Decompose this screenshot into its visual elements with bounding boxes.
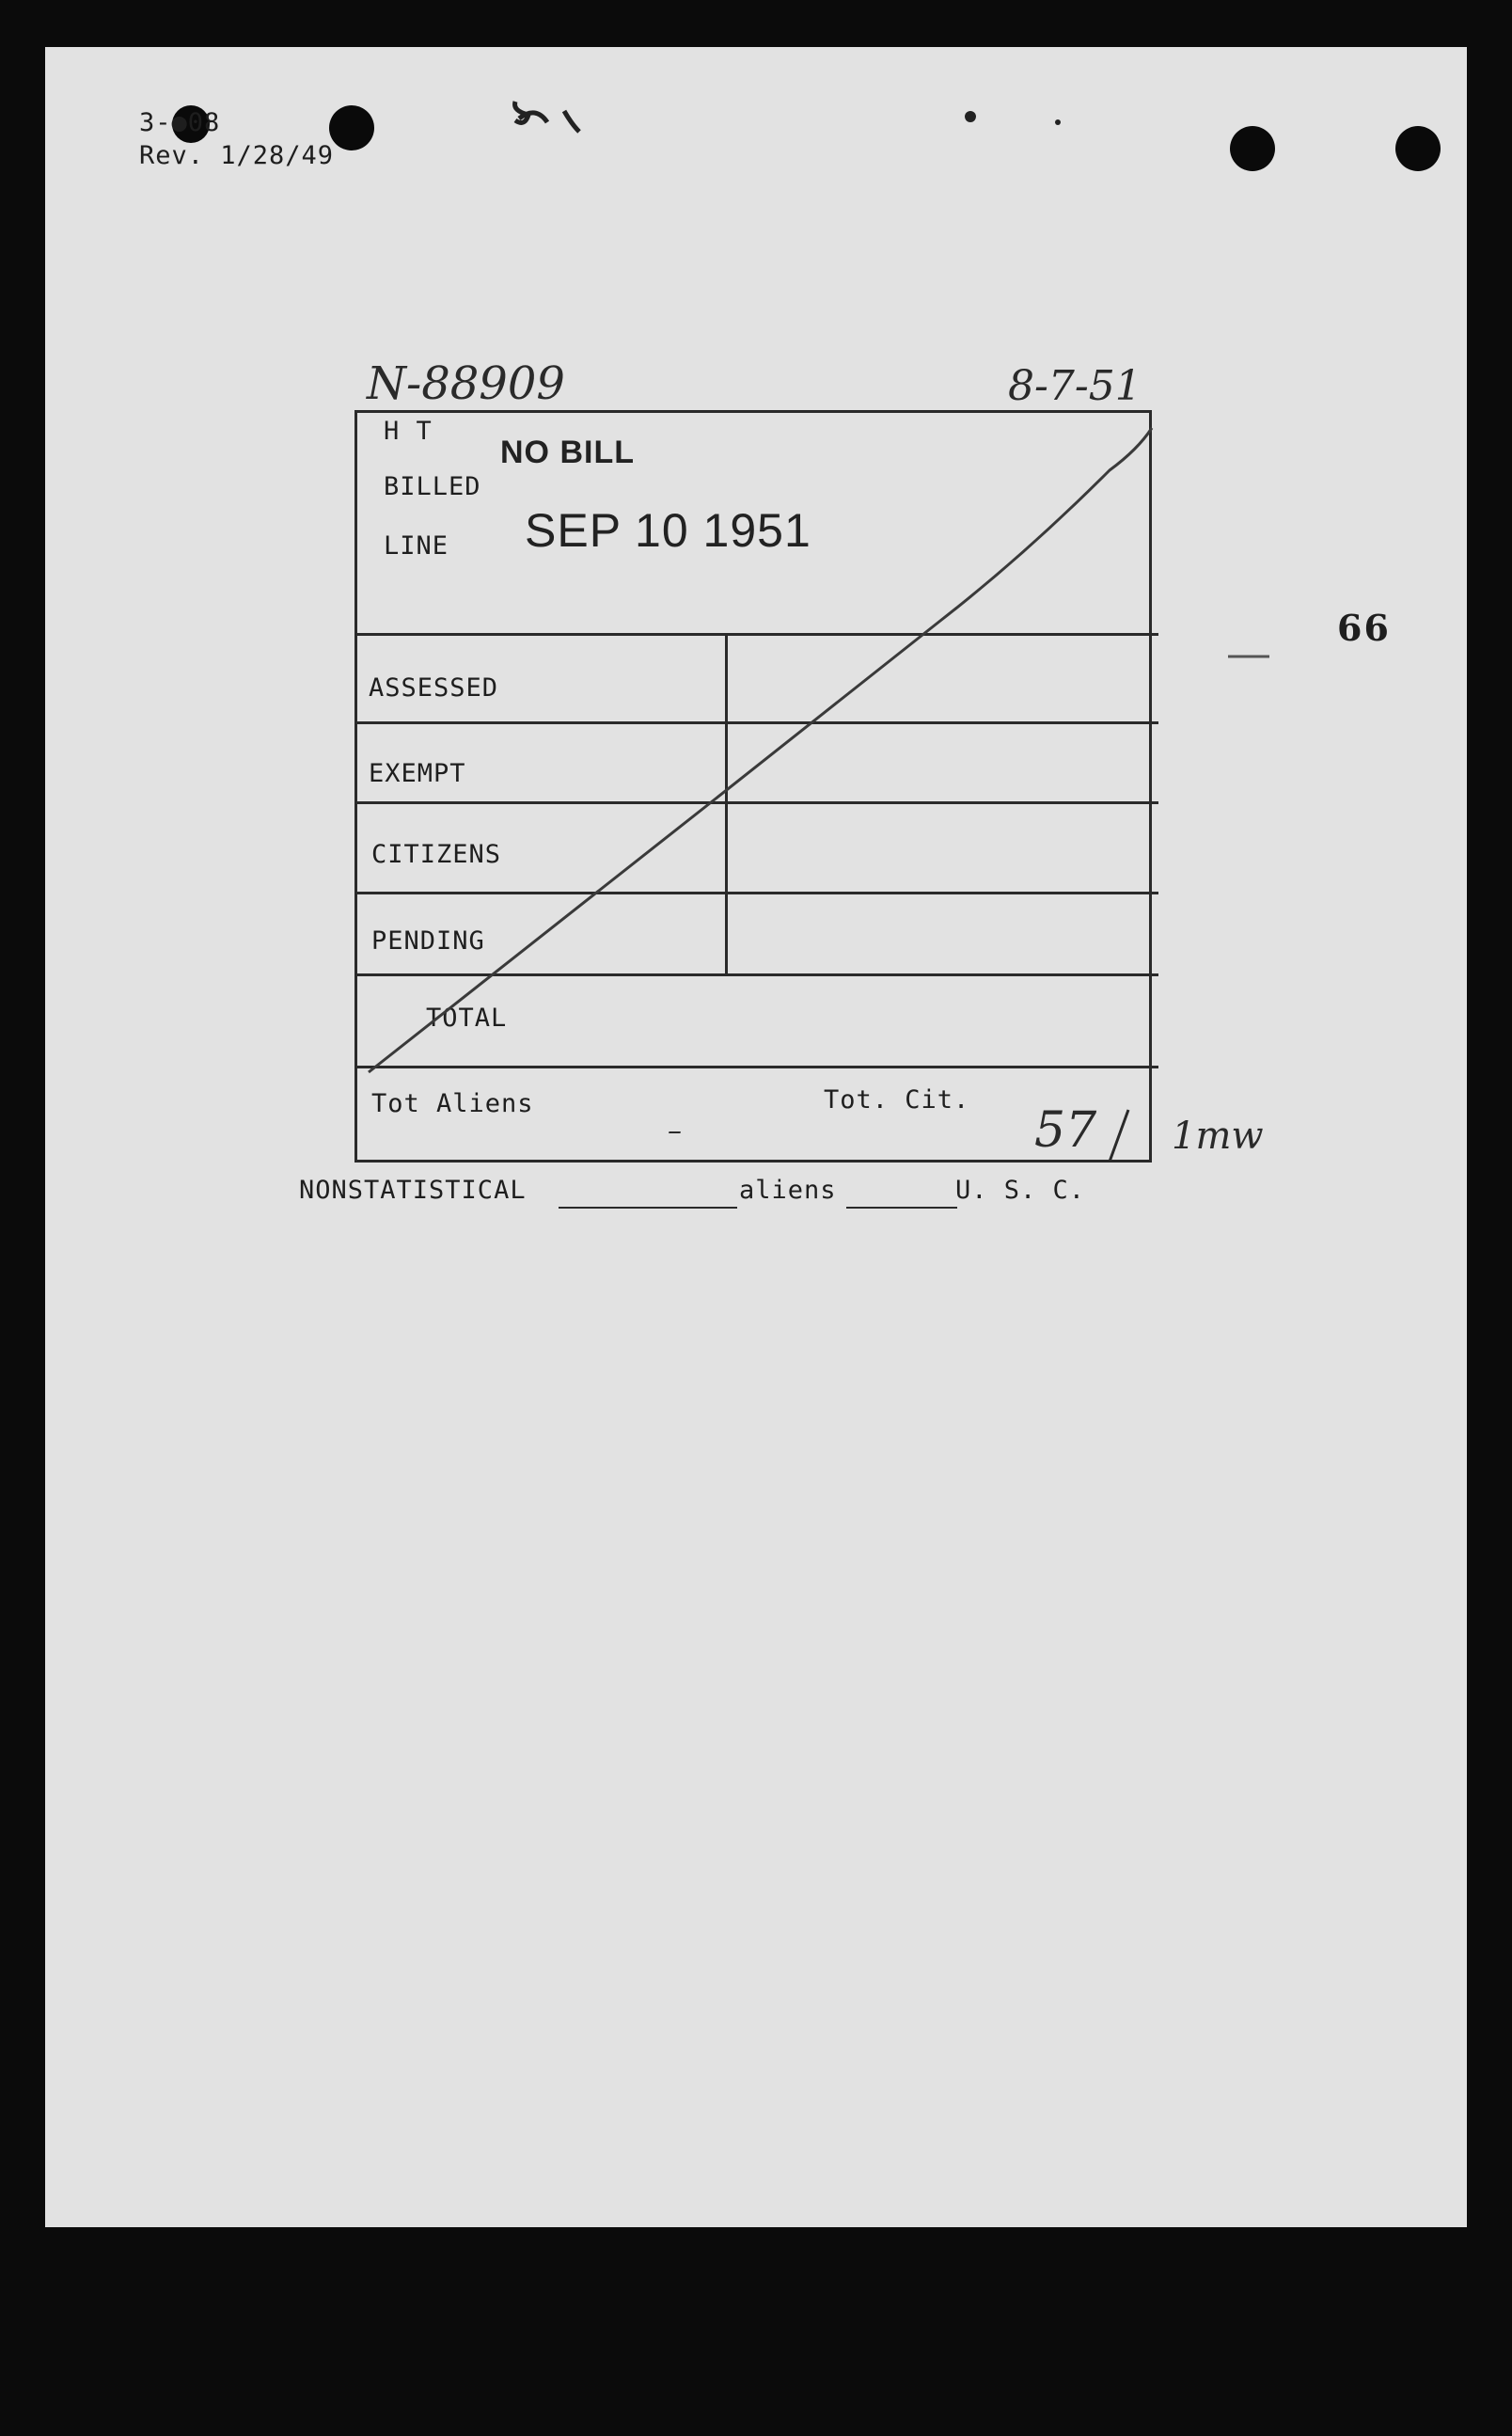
label-billed: BILLED bbox=[384, 472, 481, 501]
tot-cit-slash bbox=[1110, 1110, 1128, 1162]
label-tot-aliens: Tot Aliens bbox=[371, 1089, 534, 1118]
date-stamp: SEP 10 1951 bbox=[525, 504, 811, 557]
form-revision: Rev. 1/28/49 bbox=[139, 141, 335, 170]
label-total: TOTAL bbox=[426, 1004, 508, 1033]
label-tot-cit: Tot. Cit. bbox=[824, 1085, 970, 1115]
margin-number: 66 bbox=[1337, 607, 1391, 649]
label-usc: U. S. C. bbox=[955, 1176, 1086, 1205]
label-exempt: EXEMPT bbox=[369, 759, 466, 788]
initial-mark bbox=[515, 102, 579, 132]
tot-aliens-value: – bbox=[668, 1115, 682, 1147]
tot-cit-value: 57 bbox=[1034, 1102, 1097, 1159]
label-citizens: CITIZENS bbox=[371, 840, 502, 869]
ink-dot bbox=[1055, 119, 1061, 125]
label-pending: PENDING bbox=[371, 926, 485, 956]
ink-dot bbox=[965, 111, 976, 122]
label-line: LINE bbox=[384, 531, 449, 561]
label-assessed: ASSESSED bbox=[369, 673, 499, 703]
handwritten-date: 8-7-51 bbox=[1008, 362, 1142, 410]
label-ht: H T bbox=[384, 417, 433, 446]
diagonal-cancel-stroke bbox=[369, 428, 1152, 1072]
handwritten-initials: 1mw bbox=[1172, 1115, 1264, 1158]
form-number: 3-●08 bbox=[139, 108, 221, 137]
no-bill-stamp: NO BILL bbox=[500, 435, 635, 470]
label-nonstatistical: NONSTATISTICAL bbox=[299, 1176, 527, 1205]
label-aliens: aliens bbox=[739, 1176, 837, 1205]
handwritten-file-number: N-88909 bbox=[367, 357, 565, 410]
